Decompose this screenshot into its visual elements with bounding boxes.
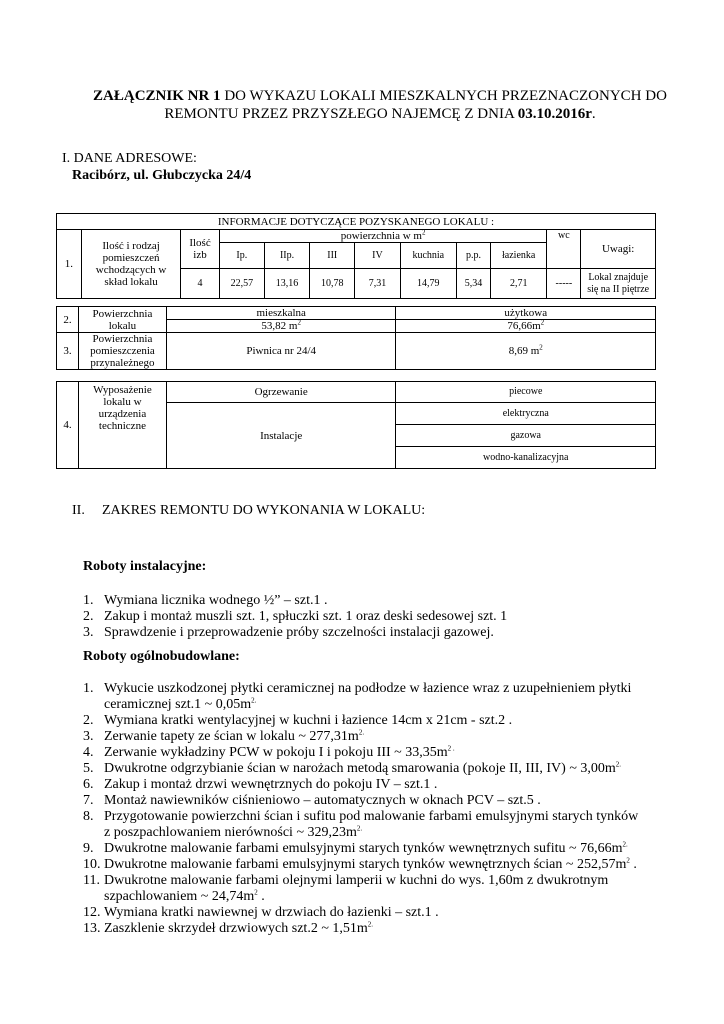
kitchen-area: 14,79 <box>400 269 457 299</box>
row-number: 4. <box>57 382 79 469</box>
col-hallway: p.p. <box>457 243 491 269</box>
item-number: 3. <box>83 729 94 744</box>
item-number: 6. <box>83 777 94 792</box>
item-number: 1. <box>83 593 94 608</box>
wc-area: ----- <box>547 269 581 299</box>
residential-value <box>166 320 396 333</box>
title-text-2: REMONTU PRZEZ PRZYSZŁEGO NAJEMCĘ Z DNIA <box>164 106 518 122</box>
item-text: Zerwanie tapety ze ścian w lokalu ~ 277,31m <box>104 729 359 744</box>
list-item <box>83 905 643 921</box>
installations-label: Instalacje <box>166 403 396 469</box>
item-number: 12. <box>83 905 101 920</box>
item-number: 10. <box>83 857 101 872</box>
item-sup: 2. <box>622 840 628 849</box>
list-item <box>83 873 643 905</box>
row-number: 2. <box>57 307 79 333</box>
title-text-1: DO WYKAZU LOKALI MIESZKALNYCH PRZEZNACZONYCH DO <box>220 88 667 104</box>
section-number: II. <box>72 503 85 518</box>
usable-value <box>396 320 656 333</box>
list-item <box>83 921 643 937</box>
item-sup: 2 . <box>447 744 455 753</box>
item-text: Sprawdzenie i przeprowadzenie próby szczelności instalacji gazowej. <box>104 625 494 640</box>
general-works-heading: Roboty ogólnobudowlane: <box>83 649 240 664</box>
item-sup: 2. <box>367 920 374 929</box>
col-wc: wc <box>547 230 581 269</box>
info-table-equipment <box>56 381 656 469</box>
item-text: Wymiana licznika wodnego ½” – szt.1 . <box>104 593 328 608</box>
row-number: 3. <box>57 333 79 370</box>
item-text: Zerwanie wykładziny PCW w pokoju I i pokoju III ~ 33,35m <box>104 745 448 760</box>
residential-value-text: 53,82 m <box>261 320 298 332</box>
remarks-value: Lokal znajduje się na II piętrze <box>581 269 656 299</box>
item-text: Przygotowanie powierzchni ścian i sufitu pod malowanie farbami emulsyjnymi starych tynków z poszpachlowaniem nierówności ~ 329,23m <box>104 809 639 840</box>
installation-works-list <box>83 593 643 641</box>
list-item <box>83 745 643 761</box>
residential-label: mieszkalna <box>166 307 396 320</box>
heating-value: piecowe <box>396 382 656 403</box>
item-number: 3. <box>83 625 94 640</box>
item-number: 7. <box>83 793 94 808</box>
list-item <box>83 729 643 745</box>
bathroom-area: 2,71 <box>490 269 547 299</box>
item-text: Wykucie uszkodzonej płytki ceramicznej na podłodze w łazience wraz z uzupełnieniem płytki ceramicznej szt.1 ~ 0,05m <box>104 681 632 712</box>
item-end: . <box>257 889 265 904</box>
list-item <box>83 625 643 641</box>
col-uwagi: Uwagi: <box>581 230 656 269</box>
item-sup: 2. <box>615 760 622 769</box>
address-heading: I. DANE ADRESOWE: <box>62 151 197 166</box>
col-kitchen: kuchnia <box>400 243 457 269</box>
equipment-label: Wyposażenie lokalu w urządzenia techniczne <box>78 382 166 469</box>
item-end: . <box>629 857 637 872</box>
item-number: 11. <box>83 873 100 888</box>
item-text: Montaż nawiewników ciśnieniowo – automatycznych w oknach PCV – szt.5 . <box>104 793 541 808</box>
heating-label: Ogrzewanie <box>166 382 396 403</box>
item-sup: 2. <box>358 728 365 737</box>
installation-gas: gazowa <box>396 425 656 447</box>
list-item <box>83 609 643 625</box>
item-number: 8. <box>83 809 94 824</box>
item-text: Dwukrotne malowanie farbami emulsyjnymi starych tynków wewnętrznych ścian ~ 252,57m <box>104 857 627 872</box>
list-item <box>83 809 643 841</box>
list-item <box>83 793 643 809</box>
document-title <box>60 87 700 123</box>
title-date: 03.10.2016r <box>517 106 592 122</box>
item-text: Zaszklenie skrzydeł drzwiowych szt.2 ~ 1,51m <box>104 921 368 936</box>
list-item <box>83 857 643 873</box>
room-1-area: 22,57 <box>219 269 264 299</box>
item-sup: 2. <box>251 696 257 705</box>
item-text: Wymiana kratki wentylacyjnej w kuchni i łazience 14cm x 21cm - szt.2 . <box>104 713 513 728</box>
general-works-list <box>83 681 643 937</box>
address-value: Racibórz, ul. Głubczycka 24/4 <box>72 168 252 183</box>
list-item <box>83 593 643 609</box>
rooms-label: Ilość i rodzaj pomieszczeń wchodzących w skład lokalu <box>81 230 180 299</box>
section-title: ZAKRES REMONTU DO WYKONANIA W LOKALU: <box>102 503 426 518</box>
info-table-rooms <box>56 213 656 299</box>
repair-scope-heading <box>72 503 425 519</box>
usable-value-sup: 2 <box>540 318 545 327</box>
usable-label: użytkowa <box>396 307 656 320</box>
storage-value-text: 8,69 m <box>508 345 540 357</box>
item-text: Wymiana kratki nawiewnej w drzwiach do łazienki – szt.1 . <box>104 905 439 920</box>
item-text: Dwukrotne odgrzybianie ścian w narożach metodą smarowania (pokoje II, III, IV) ~ 3,00m <box>104 761 616 776</box>
room-2-area: 13,16 <box>264 269 309 299</box>
title-end: . <box>591 106 596 122</box>
item-number: 2. <box>83 713 94 728</box>
area-label-sup: 2 <box>421 228 426 237</box>
item-sup: 2. <box>356 824 363 833</box>
item-text: Zakup i montaż drzwi wewnętrznych do pokoju IV – szt.1 . <box>104 777 438 792</box>
address-section <box>62 150 251 184</box>
installation-water: wodno-kanalizacyjna <box>396 447 656 469</box>
storage-value-sup: 2 <box>539 343 543 352</box>
list-item <box>83 777 643 793</box>
storage-name: Piwnica nr 24/4 <box>166 333 396 370</box>
title-annex: ZAŁĄCZNIK NR 1 <box>93 88 221 104</box>
list-item <box>83 681 643 713</box>
room-3-area: 10,78 <box>310 269 355 299</box>
area-label <box>219 230 547 243</box>
installation-electric: elektryczna <box>396 403 656 425</box>
col-room-2: IIp. <box>264 243 309 269</box>
item-number: 4. <box>83 745 94 760</box>
item-number: 1. <box>83 681 94 696</box>
area-label-text: powierzchnia w m <box>340 230 422 242</box>
room-4-area: 7,31 <box>355 269 400 299</box>
rooms-count-label: Ilość izb <box>181 230 219 269</box>
col-room-3: III <box>310 243 355 269</box>
list-item <box>83 841 643 857</box>
storage-value <box>396 333 656 370</box>
col-room-4: IV <box>355 243 400 269</box>
item-text: Dwukrotne malowanie farbami olejnymi lamperii w kuchni do wys. 1,60m z dwukrotnym szpachlowaniem ~ 24,74m <box>104 873 609 904</box>
item-text: Zakup i montaż muszli szt. 1, spłuczki szt. 1 oraz deski sedesowej szt. 1 <box>104 609 508 624</box>
storage-label: Powierzchnia pomieszczenia przynależnego <box>78 333 166 370</box>
usable-value-text: 76,66m <box>507 320 541 332</box>
item-number: 2. <box>83 609 94 624</box>
item-sup: 2 <box>626 856 630 865</box>
item-number: 13. <box>83 921 101 936</box>
item-text: Dwukrotne malowanie farbami emulsyjnymi starych tynków wewnętrznych sufitu ~ 76,66m <box>104 841 623 856</box>
table-header: INFORMACJE DOTYCZĄCE POZYSKANEGO LOKALU : <box>57 214 656 230</box>
item-sup: 2 <box>254 888 258 897</box>
col-room-1: Ip. <box>219 243 264 269</box>
item-number: 5. <box>83 761 94 776</box>
installation-works-heading: Roboty instalacyjne: <box>83 559 207 574</box>
item-number: 9. <box>83 841 94 856</box>
rooms-count-value: 4 <box>181 269 219 299</box>
area-row-label: Powierzchnia lokalu <box>78 307 166 333</box>
hallway-area: 5,34 <box>457 269 491 299</box>
info-table-areas <box>56 306 656 370</box>
list-item <box>83 713 643 729</box>
col-bathroom: łazienka <box>490 243 547 269</box>
list-item <box>83 761 643 777</box>
residential-value-sup: 2 <box>297 318 301 327</box>
row-number: 1. <box>57 230 82 299</box>
